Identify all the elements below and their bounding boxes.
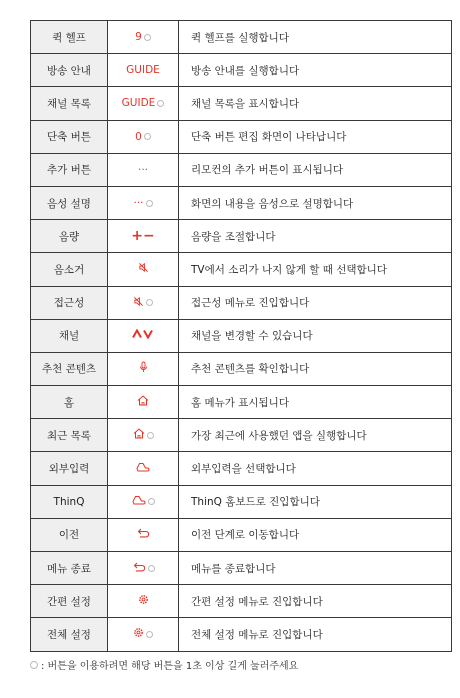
description-cell: 홈 메뉴가 표시됩니다	[179, 386, 452, 419]
button-name-cell: 메뉴 종료	[31, 552, 108, 585]
button-name-cell: 단축 버튼	[31, 120, 108, 153]
description-cell: 외부입력을 선택합니다	[179, 452, 452, 485]
button-name-cell: 음성 설명	[31, 186, 108, 219]
key-label: ···	[137, 163, 148, 176]
button-name-cell: 간편 설정	[31, 585, 108, 618]
remote-key-cell	[108, 319, 179, 352]
button-name-cell: 외부입력	[31, 452, 108, 485]
remote-key-cell	[108, 286, 179, 319]
microphone-icon	[139, 361, 148, 376]
remote-key-cell	[108, 386, 179, 419]
table-row	[31, 485, 452, 518]
long-press-icon	[148, 565, 155, 572]
table-row	[31, 452, 452, 485]
gear-icon	[138, 594, 149, 608]
button-name-cell: 홈	[31, 386, 108, 419]
key-label: GUIDE	[121, 97, 156, 110]
remote-key-cell	[108, 352, 179, 385]
key-label: +−	[131, 228, 155, 245]
table-row	[31, 585, 452, 618]
remote-key-cell	[108, 220, 179, 253]
key-label: 9	[135, 31, 142, 44]
long-press-icon	[157, 100, 164, 107]
button-name-cell: 음소거	[31, 253, 108, 286]
button-name-cell: 음량	[31, 220, 108, 253]
table-row	[31, 286, 452, 319]
table-row	[31, 220, 452, 253]
button-name-cell: 이전	[31, 518, 108, 551]
description-cell: 퀵 헬프를 실행합니다	[179, 21, 452, 54]
long-press-icon	[30, 661, 38, 669]
remote-key-cell	[108, 485, 179, 518]
long-press-icon	[148, 498, 155, 505]
table-row	[31, 618, 452, 651]
table-row	[31, 352, 452, 385]
description-cell: 음량을 조절합니다	[179, 220, 452, 253]
description-cell: 단축 버튼 편집 화면이 나타납니다	[179, 120, 452, 153]
long-press-icon	[146, 200, 153, 207]
long-press-icon	[144, 34, 151, 41]
table-row	[31, 253, 452, 286]
footnote	[30, 657, 298, 672]
table-row	[31, 319, 452, 352]
button-name-cell: 채널	[31, 319, 108, 352]
button-name-cell: 방송 안내	[31, 54, 108, 87]
table-row	[31, 419, 452, 452]
button-name-cell: 전체 설정	[31, 618, 108, 651]
home-icon	[133, 428, 145, 442]
table-row	[31, 386, 452, 419]
table-row	[31, 87, 452, 120]
remote-key-cell	[108, 518, 179, 551]
remote-key-cell	[108, 54, 179, 87]
remote-key-cell	[108, 21, 179, 54]
description-cell: 접근성 메뉴로 진입합니다	[179, 286, 452, 319]
remote-key-cell	[108, 452, 179, 485]
button-name-cell: 추가 버튼	[31, 153, 108, 186]
remote-key-cell	[108, 253, 179, 286]
description-cell: 화면의 내용을 음성으로 설명합니다	[179, 186, 452, 219]
button-name-cell: 퀵 헬프	[31, 21, 108, 54]
button-name-cell: ThinQ	[31, 485, 108, 518]
mute-icon	[138, 262, 149, 276]
back-icon	[136, 528, 150, 541]
mute-icon	[133, 296, 144, 310]
long-press-icon	[146, 631, 153, 638]
footnote-text: : 버튼을 이용하려면 해당 버튼을 1초 이상 길게 눌러주세요	[41, 661, 299, 672]
button-name-cell: 최근 목록	[31, 419, 108, 452]
description-cell: TV에서 소리가 나지 않게 할 때 선택합니다	[179, 253, 452, 286]
key-label: GUIDE	[126, 64, 160, 77]
description-cell: 리모컨의 추가 버튼이 표시됩니다	[179, 153, 452, 186]
remote-key-cell	[108, 585, 179, 618]
description-cell: 간편 설정 메뉴로 진입합니다	[179, 585, 452, 618]
table-row	[31, 153, 452, 186]
description-cell: 이전 단계로 이동합니다	[179, 518, 452, 551]
key-label: 0	[135, 130, 142, 143]
long-press-icon	[146, 299, 153, 306]
key-label: ···	[133, 197, 144, 210]
table-row	[31, 21, 452, 54]
home-icon	[137, 395, 149, 409]
button-name-cell: 추천 콘텐츠	[31, 352, 108, 385]
gear-icon	[133, 627, 144, 641]
remote-key-cell	[108, 618, 179, 651]
button-name-cell: 접근성	[31, 286, 108, 319]
description-cell: 채널 목록을 표시합니다	[179, 87, 452, 120]
description-cell: 추천 콘텐츠를 확인합니다	[179, 352, 452, 385]
table-row	[31, 518, 452, 551]
description-cell: 채널을 변경할 수 있습니다	[179, 319, 452, 352]
description-cell: 메뉴를 종료합니다	[179, 552, 452, 585]
long-press-icon	[144, 133, 151, 140]
remote-key-cell	[108, 87, 179, 120]
back-icon	[132, 562, 146, 575]
channel-up-down-icon	[132, 329, 154, 342]
description-cell: ThinQ 홈보드로 진입합니다	[179, 485, 452, 518]
remote-key-cell	[108, 186, 179, 219]
input-icon	[132, 495, 146, 508]
remote-key-cell	[108, 153, 179, 186]
description-cell: 방송 안내를 실행합니다	[179, 54, 452, 87]
remote-button-reference-table	[30, 20, 452, 652]
long-press-icon	[147, 432, 154, 439]
remote-key-cell	[108, 120, 179, 153]
remote-key-cell	[108, 552, 179, 585]
input-icon	[136, 462, 150, 475]
table-row	[31, 120, 452, 153]
table-row	[31, 552, 452, 585]
button-name-cell: 채널 목록	[31, 87, 108, 120]
remote-key-cell	[108, 419, 179, 452]
table-row	[31, 54, 452, 87]
table-row	[31, 186, 452, 219]
description-cell: 전체 설정 메뉴로 진입합니다	[179, 618, 452, 651]
description-cell: 가장 최근에 사용했던 앱을 실행합니다	[179, 419, 452, 452]
